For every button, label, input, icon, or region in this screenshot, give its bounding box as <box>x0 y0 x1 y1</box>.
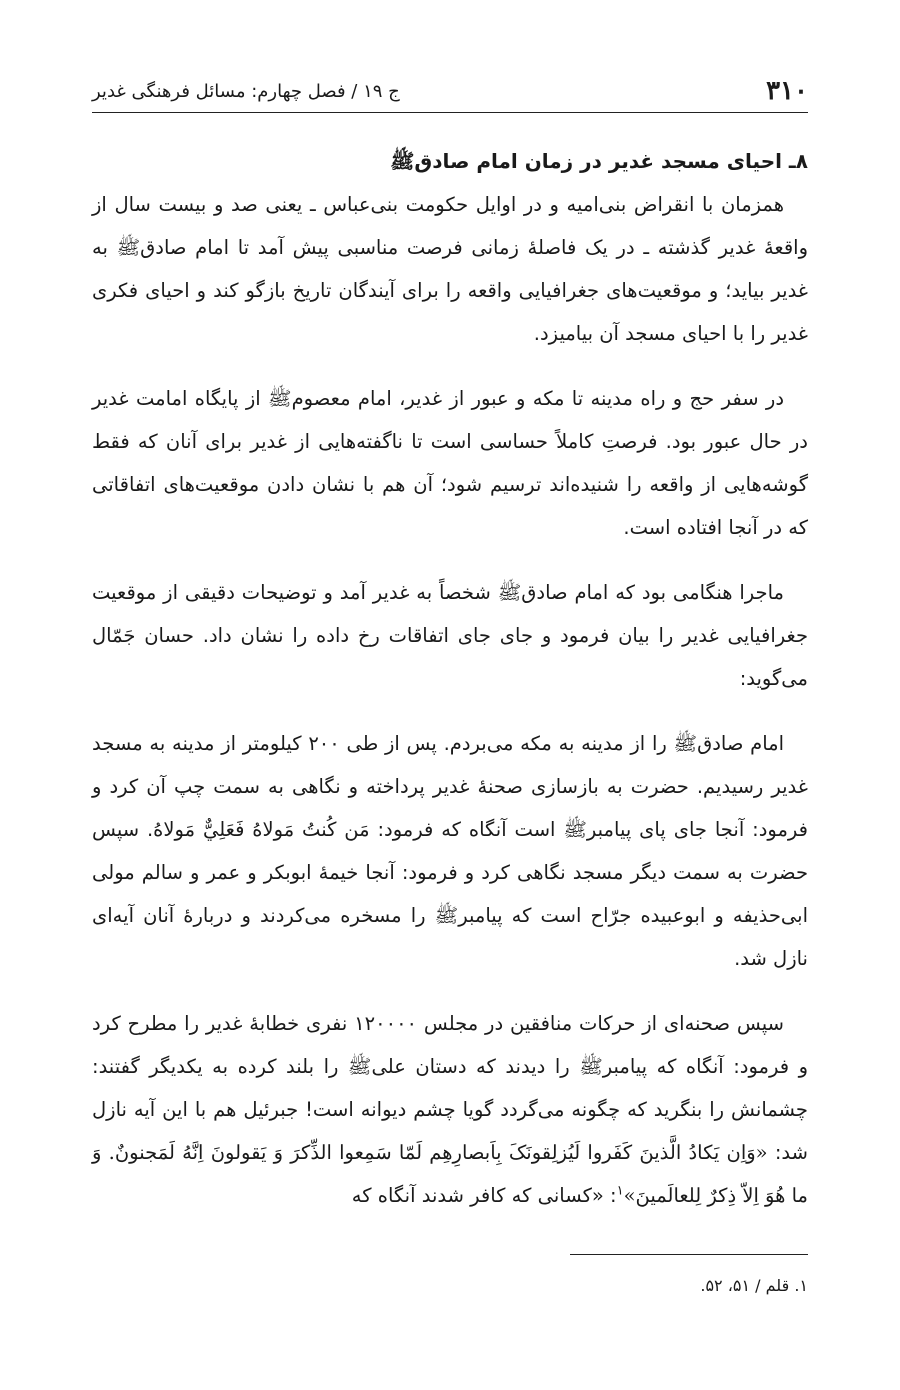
footnote: ۱. قلم / ۵۱، ۵۲. <box>700 1276 808 1295</box>
paragraph: امام صادقﷺ را از مدینه به مکه می‌بردم. پس از طی ۲۰۰ کیلومتر از مدینه به مسجد غدیر رسیدیم. حضرت به بازسازی صحنهٔ غدیر پرداخته و نگاهی به سمت چپ آن کرد و فرمود: آنجا جای پای پیامبرﷺ است آنگاه که فرمود: مَن کُنتُ مَولاهُ فَعَلِيٌّ مَولاهُ. سپس حضرت به سمت دیگر مسجد نگاهی کرد و فرمود: آنجا خیمهٔ ابوبکر و عمر و سالم مولی ابی‌حذیفه و ابوعبیده جرّاح است که پیامبرﷺ را مسخره می‌کردند و دربارهٔ آنان آیه‌ای نازل شد. <box>92 732 808 970</box>
quran-quote: «وَاِن یَکادُ الَّذینَ کَفَروا لَیُزلِقونَکَ بِاَبصارِهِم لَمّا سَمِعوا الذِّکرَ وَ یَقولونَ اِنَّهُ لَمَجنونٌ. وَ ما هُوَ اِلاّ ذِکرٌ لِلعالَمینَ» <box>92 1141 808 1207</box>
paragraph: در سفر حج و راه مدینه تا مکه و عبور از غدیر، امام معصومﷺ از پایگاه امامت غدیر در حال عبور بود. فرصتِ کاملاً حساسی است تا ناگفته‌هایی از غدیر برای آنان که فقط گوشه‌هایی از واقعه را شنیده‌اند ترسیم شود؛ آن هم با نشان دادن موقعیت‌های اتفاقاتی که در آنجا افتاده است. <box>92 387 808 539</box>
paragraph-text: سپس صحنه‌ای از حرکات منافقین در مجلس ۱۲۰۰۰۰ نفری خطابهٔ غدیر را مطرح کرد و فرمود: آنگاه که پیامبرﷺ را دیدند که دستان علیﷺ را بلند کرده به یکدیگر گفتند: چشمانش را بنگرید که چگونه می‌گردد گویا چشم دیوانه است! جبرئیل هم با این آیه نازل شد: <box>92 1012 809 1164</box>
footnote-marker: ۱ <box>616 1183 624 1199</box>
footnote-divider <box>570 1254 808 1255</box>
paragraph-text: : «کسانی که کافر شدند آنگاه که <box>351 1184 617 1207</box>
running-title: ج ۱۹ / فصل چهارم: مسائل فرهنگی غدیر <box>92 80 400 102</box>
section-heading: ۸ـ احیای مسجد غدیر در زمان امام صادقﷺ <box>390 149 808 173</box>
page-number: ۳۱۰ <box>766 76 808 106</box>
paragraph-last <box>92 1002 808 1217</box>
paragraph: ماجرا هنگامی بود که امام صادقﷺ شخصاً به غدیر آمد و توضیحات دقیقی از موقعیت جغرافیایی غدیر را بیان فرمود و جای جای اتفاقات رخ داده را نشان داد. حسان جَمّال می‌گوید: <box>92 581 808 690</box>
paragraph: همزمان با انقراض بنی‌امیه و در اوایل حکومت بنی‌عباس ـ یعنی صد و بیست سال از واقعهٔ غدیر گذشته ـ در یک فاصلهٔ زمانی فرصت مناسبی پیش آمد تا امام صادقﷺ به غدیر بیاید؛ و موقعیت‌های جغرافیایی واقعه را برای آیندگان تاریخ بازگو کند و احیای فکری غدیر را با احیای مسجد آن بیامیزد. <box>92 193 808 345</box>
body-text <box>92 140 808 1239</box>
page-header <box>92 70 808 113</box>
